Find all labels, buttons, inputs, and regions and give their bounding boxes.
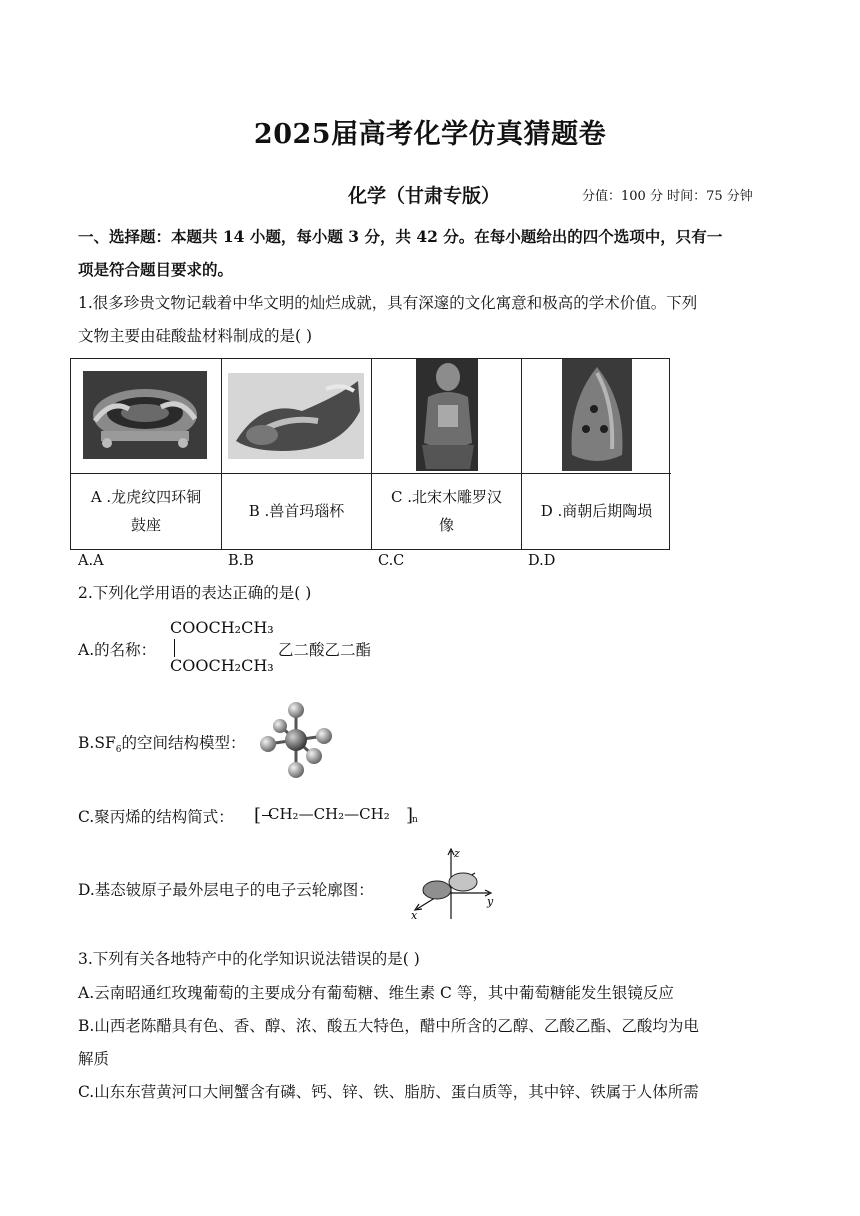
exam-subtitle: 化学（甘肃专版） <box>348 185 501 207</box>
artifact-cell-d <box>521 359 671 549</box>
artifact-cell-b <box>221 359 371 549</box>
exam-page: 2025届高考化学仿真猜题卷 化学（甘肃专版） 分值：100 分 时间：75 分钟 一、选择题：本题共 14 小题，每小题 3 分，共 42 分。在每小题给出的四个选项中，只有一 项是符合题目要求的。 1.很多珍贵文物记载着中华文明的灿烂成就，具有深邃的文化寓意和极高的学术价值。下列 文物主要由硅酸盐材料制成的是( ) A .龙虎纹四环铜 鼓座 B .兽首玛瑙杯 C .北宋木雕罗汉 像 D .商朝后期陶埙 A.A B.B C.C D.D 2.下列化学用语的表达正确的是( ) A.的名称： COOCH₂CH₃ COOCH₂CH₃ 乙二酸乙二酯 $B.SF_6$的空间结构模型： C.聚丙烯的结构简式： [ CH₂—CH₂—CH₂ ] n D.基态铍原子最外层电子的电子云轮廓图： z y x 3.下列有关各地特产中的化学知识说法错误的是( ) A.云南昭通红玫瑰葡萄的主要成分有葡萄糖、维生素 C 等，其中葡萄糖能发生银镜反应 B.山西老陈醋具有色、香、醇、浓、酸五大特色，醋中所含的乙醇、乙酸乙酯、乙酸均为电 解质 C.山东东营黄河口大闸蟹含有磷、钙、锌、铁、脂肪、蛋白质等，其中锌、铁属于人体所需 <box>0 0 860 1216</box>
q1-option-d: D.D <box>528 553 556 569</box>
q1-stem-line2: 文物主要由硅酸盐材料制成的是( ) <box>78 327 313 345</box>
artifact-caption-b: B .兽首玛瑙杯 <box>248 502 345 520</box>
artifact-caption-a: A .龙虎纹四环铜 鼓座 <box>90 488 202 534</box>
sf6-molecule-model <box>256 700 336 780</box>
oxalate-bond-line <box>174 639 175 657</box>
q2-option-c: C.聚丙烯的结构简式： <box>78 808 234 826</box>
wooden-arhat-statue-image <box>372 359 521 474</box>
z-axis-label: z <box>454 847 460 860</box>
q1-option-b: B.B <box>228 553 254 569</box>
q3-option-c: C.山东东营黄河口大闸蟹含有磷、钙、锌、铁、脂肪、蛋白质等，其中锌、铁属于人体所需 <box>78 1083 699 1101</box>
oxalate-formula-top: COOCH₂CH₃ <box>170 618 274 637</box>
pottery-xun-image <box>522 359 671 474</box>
exam-title: 2025届高考化学仿真猜题卷 <box>253 119 607 150</box>
q1-option-c: C.C <box>378 553 405 569</box>
q2-option-b: $B.SF_6$的空间结构模型： <box>78 734 246 756</box>
section-instructions-line1: 一、选择题：本题共 14 小题，每小题 3 分，共 42 分。在每小题给出的四个选项中，只有一 <box>78 227 723 246</box>
q2-option-d: D.基态铍原子最外层电子的电子云轮廓图： <box>78 881 374 899</box>
x-axis-label: x <box>411 909 418 922</box>
agate-cup-image <box>222 359 371 474</box>
section-instructions-line2: 项是符合题目要求的。 <box>78 260 234 279</box>
artifact-cell-c <box>371 359 521 549</box>
q3-option-b-line1: B.山西老陈醋具有色、香、醇、浓、酸五大特色，醋中所含的乙醇、乙酸乙酯、乙酸均为电 <box>78 1017 699 1035</box>
artifact-table <box>70 358 670 550</box>
subtitle-row <box>0 181 860 211</box>
artifact-caption-c: C .北宋木雕罗汉 像 <box>390 488 502 534</box>
q2-option-a-prefix: A.的名称： <box>78 641 157 659</box>
q2-stem: 2.下列化学用语的表达正确的是( ) <box>78 584 312 602</box>
q3-option-b-line2: 解质 <box>78 1050 110 1068</box>
artifact-caption-d: D .商朝后期陶埙 <box>540 502 653 520</box>
artifact-cell-a <box>71 359 221 549</box>
score-time: 分值：100 分 时间：75 分钟 <box>582 189 753 204</box>
q3-stem: 3.下列有关各地特产中的化学知识说法错误的是( ) <box>78 950 420 968</box>
oxalate-formula-bottom: COOCH₂CH₃ <box>170 656 274 675</box>
q3-option-a: A.云南昭通红玫瑰葡萄的主要成分有葡萄糖、维生素 C 等，其中葡萄糖能发生银镜反应 <box>78 984 674 1002</box>
q2-option-a-name: 乙二酸乙二酯 <box>278 641 372 659</box>
bronze-drum-stand-image <box>71 359 221 474</box>
q1-option-a: A.A <box>78 553 104 569</box>
y-axis-label: y <box>487 895 494 908</box>
beryllium-electron-cloud-diagram <box>405 843 501 923</box>
q1-stem-line1: 1.很多珍贵文物记载着中华文明的灿烂成就，具有深邃的文化寓意和极高的学术价值。下列 <box>78 294 698 312</box>
